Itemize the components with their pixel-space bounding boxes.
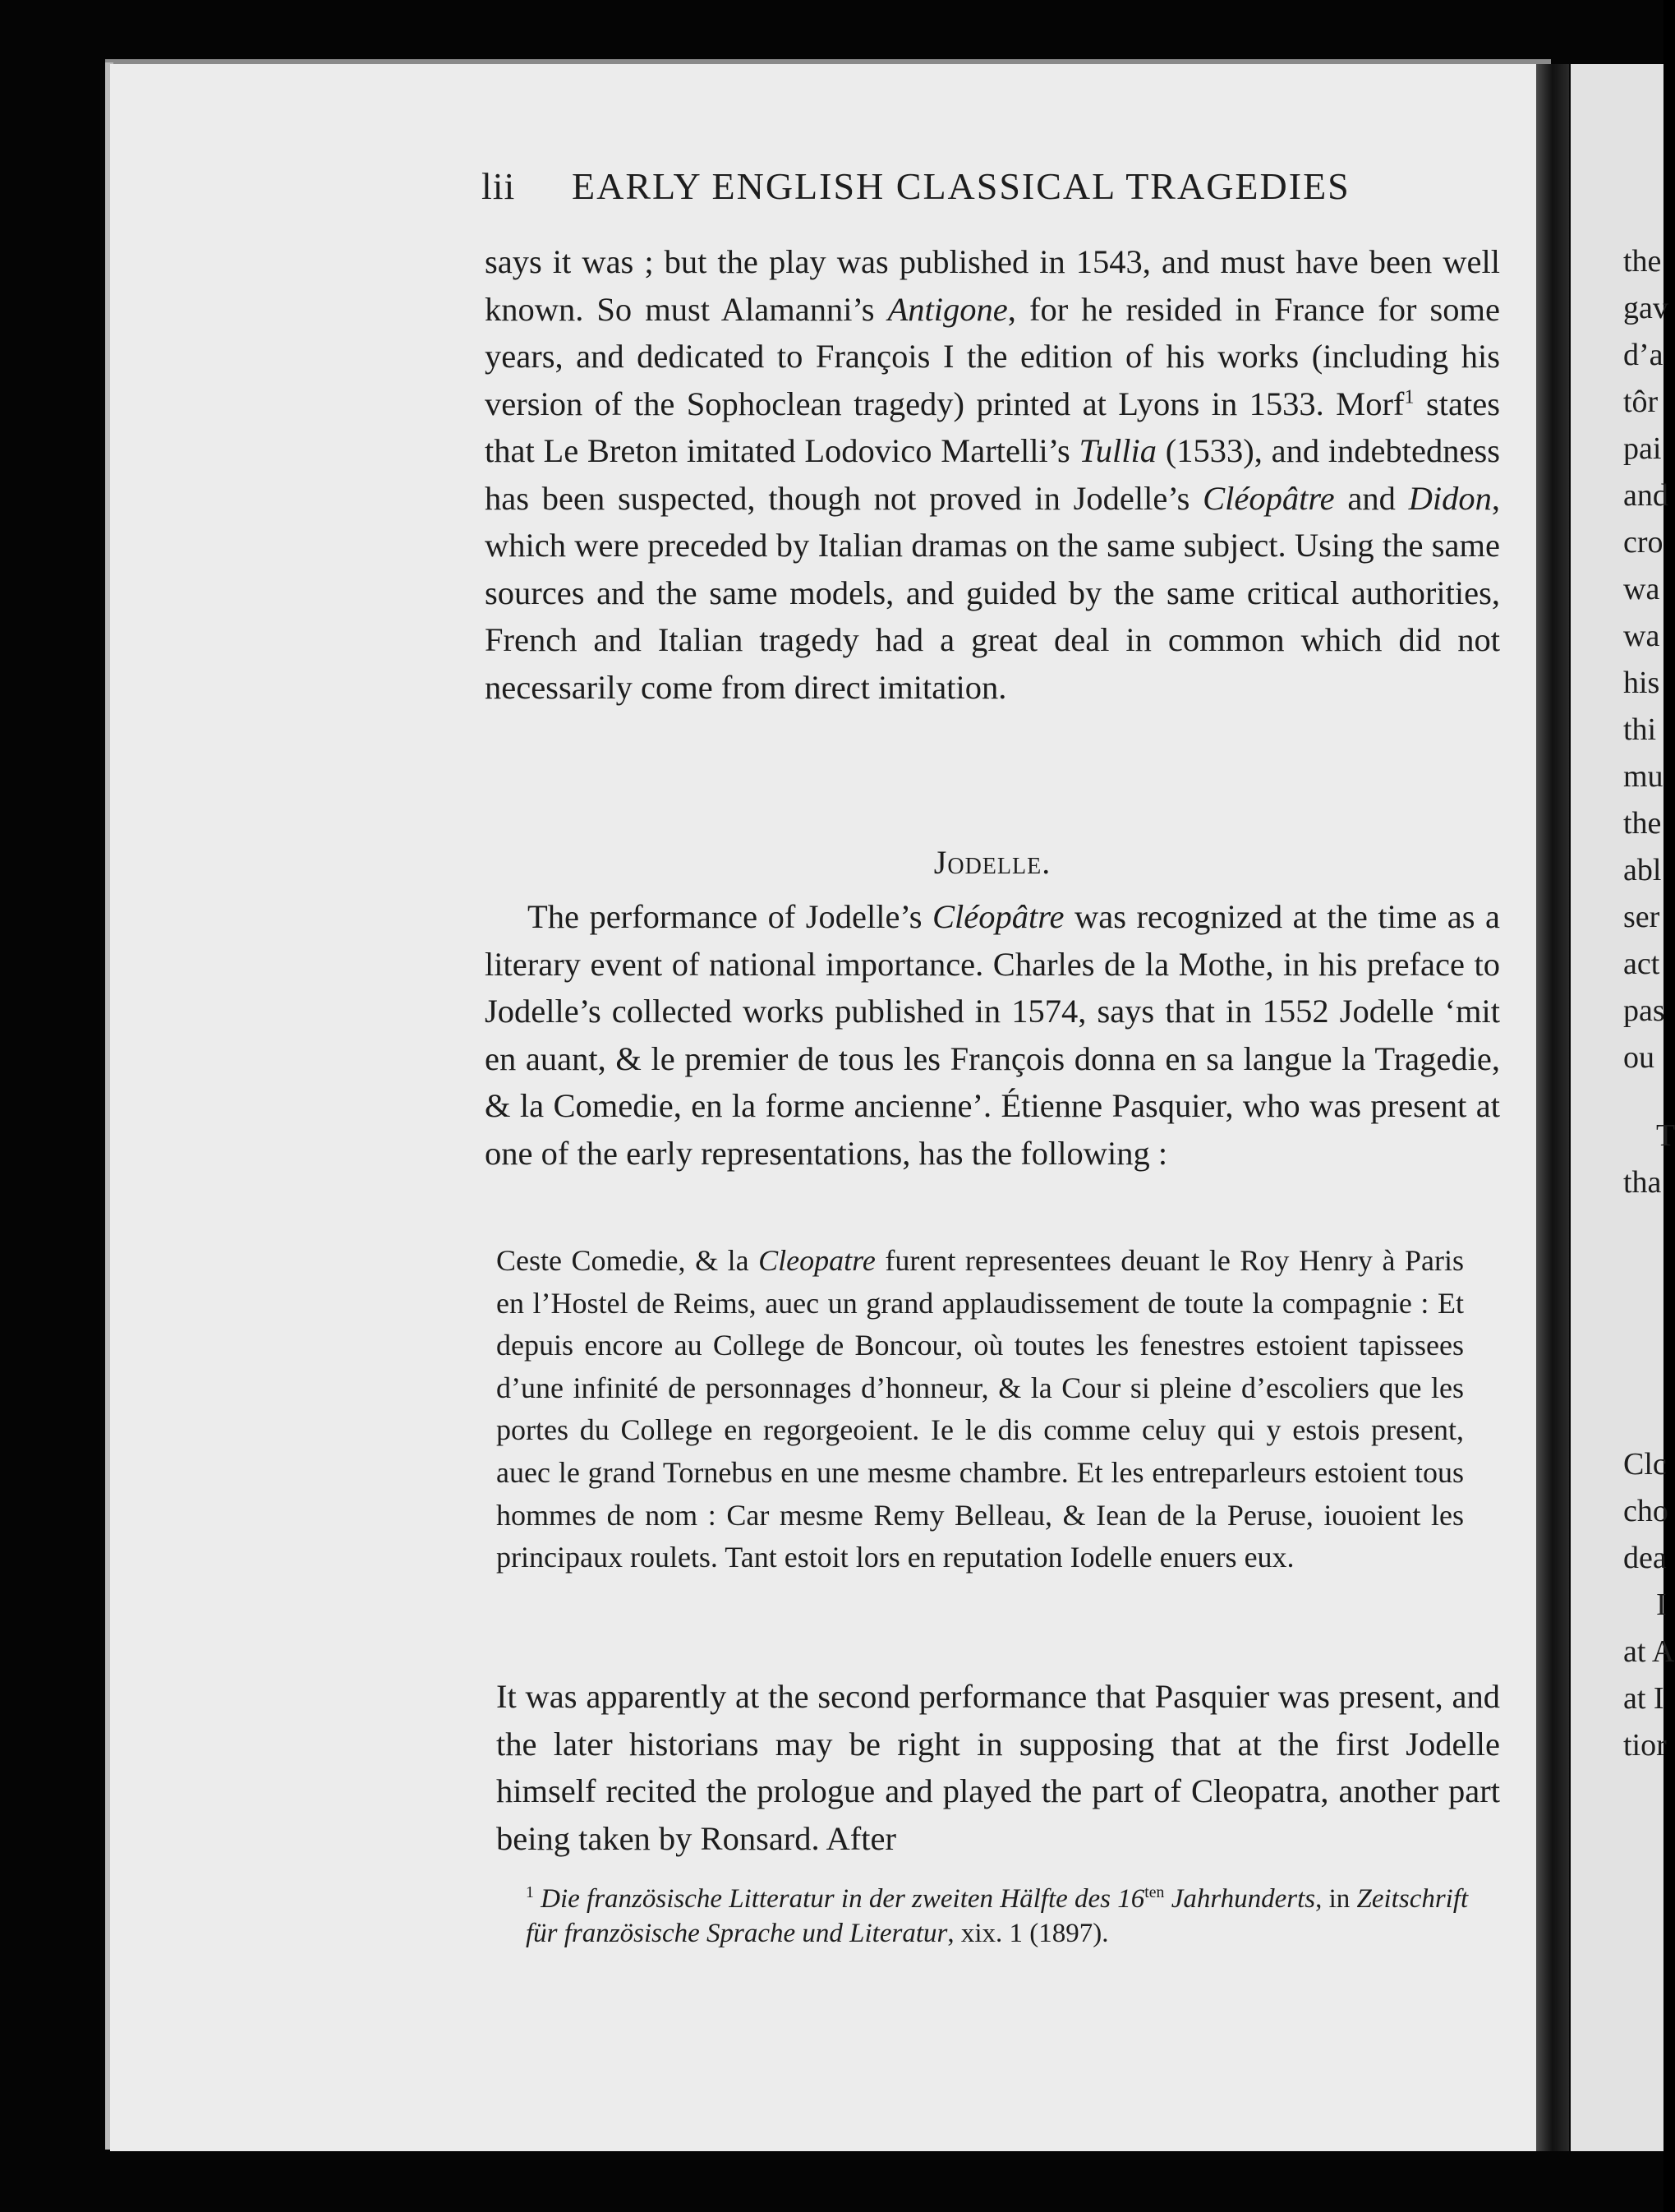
page-header	[481, 164, 1410, 208]
paragraph-1: says it was ; but the play was published in 1543, and must have been well known. So must Alamanni’s Antigone, for he resided in France for some years, and dedicated to François I the edition of his works (including his version of the Sophoclean tragedy) printed at Lyons in 1533. Morf$^1$ states that Le Breton imitated Lodovico Martelli’s Tullia (1533), and indebtedness has been suspected, though not proved in Jodelle’s Cléopâtre and Didon, which were preceded by Italian dramas on the same subject. Using the same sources and the same models, and guided by the same critical authorities, French and Italian tragedy had a great deal in common which did not necessarily come from direct imitation.	[485, 243, 1501, 706]
facing-line: the	[1623, 244, 1662, 279]
facing-line: wa	[1623, 572, 1660, 606]
book-gutter-shadow	[1536, 64, 1569, 2151]
facing-line: ou	[1623, 1040, 1654, 1075]
facing-line: and	[1623, 478, 1668, 513]
page-number: lii	[481, 165, 516, 207]
facing-line: T	[1656, 1118, 1675, 1153]
facing-line: cro	[1623, 525, 1663, 560]
facing-line: tha	[1623, 1165, 1662, 1200]
facing-line: cho	[1623, 1494, 1668, 1528]
paragraph-2: The performance of Jodelle’s Cléopâtre was recognized at the time as a literary event of national importance. Charles de la Mothe, in his preface to Jodelle’s collected works published in 1574, says that in 1552 Jodelle ‘mit en auant, & le premier de tous les François donna en sa langue la Tragedie, & la Comedie, en la forme ancienne’. Étienne Pasquier, who was present at one of the early representations, has the following :	[485, 898, 1500, 1172]
facing-page-edge	[1571, 64, 1675, 2151]
facing-line: tôr	[1623, 385, 1659, 419]
facing-line: pas	[1623, 993, 1665, 1028]
facing-line: abl	[1623, 853, 1662, 887]
facing-line: gav	[1623, 291, 1668, 325]
facing-line: wa	[1623, 619, 1660, 653]
section-heading: Jodelle.	[933, 844, 1051, 881]
facing-line: at I	[1623, 1681, 1664, 1716]
facing-line: ser	[1623, 900, 1660, 934]
facing-line: thi	[1623, 712, 1657, 747]
running-title: EARLY ENGLISH CLASSICAL TRAGEDIES	[572, 165, 1351, 207]
facing-line: pai	[1623, 431, 1662, 466]
paragraph-3: It was apparently at the second performance that Pasquier was present, and the later historians may be right in supposing that at the first Jodelle himself recited the prologue and played the part of Cleopatra, another part being taken by Ronsard. After	[496, 1678, 1500, 1857]
facing-line: Clc	[1623, 1447, 1667, 1482]
facing-line: the	[1623, 806, 1662, 841]
footnote: $^1$ Die französische Litteratur in der zweiten Hälfte des $16^{ten}$ Jahrhunderts, in Zeitschrift für französische Sprache und Literatur, xix. 1 (1897).	[526, 1883, 1469, 1948]
facing-line: tior	[1623, 1728, 1667, 1763]
facing-line: mu	[1623, 759, 1663, 794]
facing-line: his	[1623, 666, 1660, 700]
block-quote: Ceste Comedie, & la Cleopatre furent representees deuant le Roy Henry à Paris en l’Hostel de Reims, auec un grand applaudissement de toute la compagnie : Et depuis encore au College de Boncour, où toutes les fenestres estoient tapissees d’une infinité de personnages d’honneur, & la Cour si pleine d’escoliers que les portes du College en regorgeoient. Ie le dis comme celuy qui y estois present, auec le grand Tornebus en une mesme chambre. Et les entreparleurs estoient tous hommes de nom : Car mesme Remy Belleau, & Iean de la Peruse, iouoient les principaux roulets. Tant estoit lors en reputation Iodelle enuers eux.	[496, 1244, 1464, 1574]
facing-line: d’a	[1623, 338, 1663, 372]
facing-line: dea	[1623, 1541, 1667, 1575]
facing-line: at A	[1623, 1634, 1675, 1669]
facing-line: act	[1623, 947, 1660, 981]
facing-line: I	[1656, 1588, 1667, 1622]
footnote-marker: 1	[526, 1883, 534, 1901]
